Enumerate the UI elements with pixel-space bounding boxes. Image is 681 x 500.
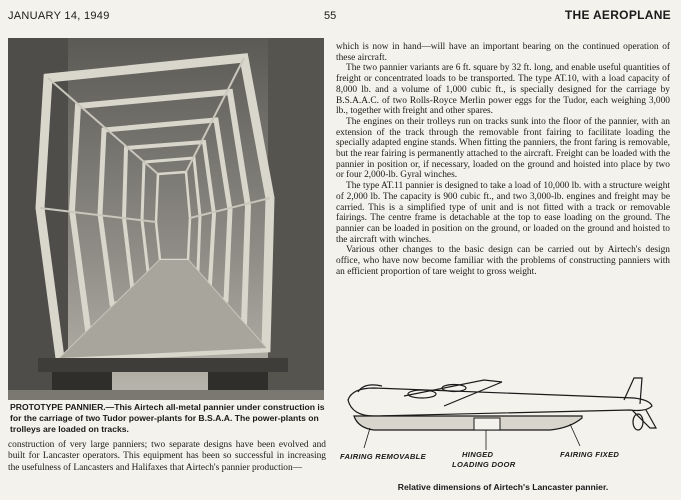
paragraph-4: The type AT.11 pannier is designed to take a load of 10,000 lb. with a structure weight of 2,000 lb. The capacity is 900 cubic ft., and two 3,000-lb. engines and freight may be carried. This is a simplified type of unit and is not fitted with a track or removable fairings. The centre frame is detachable at the top to ease loading on the ground. The pannier can be loaded in position on the ground, or loaded on the ground and hoisted to the aircraft with winches. [336, 181, 670, 245]
photo-caption-text: —This Airtech all-metal pannier under construction is for the carriage of two Tudor power-plants for B.S.A.A. The power-plants on trolleys are loaded on tracks. [10, 402, 325, 434]
photo-caption [10, 402, 326, 435]
publication-title: THE AEROPLANE [564, 8, 671, 22]
paragraph-3: The engines on their trolleys run on tracks sunk into the floor of the pannier, with an extension of the track through the removable front fairing to facilitate loading the specially adapted engine stands. When fitting the panniers, the front faring is removable, but the rear fairing is permanently attached to the aircraft. Freight can be loaded with the pannier in position or, if necessary, loaded on the ground and hoisted into place by two or four 2,000-lb. Gyral winches. [336, 116, 670, 181]
pannier-photo [8, 38, 324, 400]
right-column [336, 42, 670, 277]
paragraph-2: The two pannier variants are 6 ft. square by 32 ft. long, and enable useful quantities of freight or concentrated loads to be transported. The type AT.10, with a load capacity of 8,000 lb. and a volume of 1,000 cubic ft., is specially designed for the carriage by B.S.A.A.C. of two Rolls-Royce Merlin power eggs for the Tudor, each weighing 3,000 lb., together with freight and other spares. [336, 63, 670, 117]
photo-caption-title: PROTOTYPE PANNIER. [10, 402, 106, 412]
page-header [0, 6, 681, 26]
label-loading-door: LOADING DOOR [452, 460, 516, 469]
page-number: 55 [324, 10, 337, 22]
label-fairing-fixed: FAIRING FIXED [560, 450, 620, 459]
diagram-caption: Relative dimensions of Airtech's Lancaster pannier. [397, 482, 609, 492]
left-column-text: construction of very large panniers; two separate designs have been evolved and built for Lancaster operators. This equipment has been so successful in increasing the usefulness of Lancasters and Halifaxes that Airtech's pannier production— [8, 440, 326, 473]
paragraph-1: which is now in hand—will have an important bearing on the continued operation of these aircraft. [336, 42, 670, 63]
label-fairing-removable: FAIRING REMOVABLE [340, 452, 426, 461]
issue-date: JANUARY 14, 1949 [8, 10, 110, 22]
lancaster-pannier-diagram [334, 370, 672, 480]
label-hinged: HINGED [462, 450, 494, 459]
paragraph-5: Various other changes to the basic design can be carried out by Airtech's design office, who have now become familiar with the problems of constructing panniers with an efficient proportion of tare weight to gross weight. [336, 245, 670, 277]
left-column [8, 440, 326, 474]
